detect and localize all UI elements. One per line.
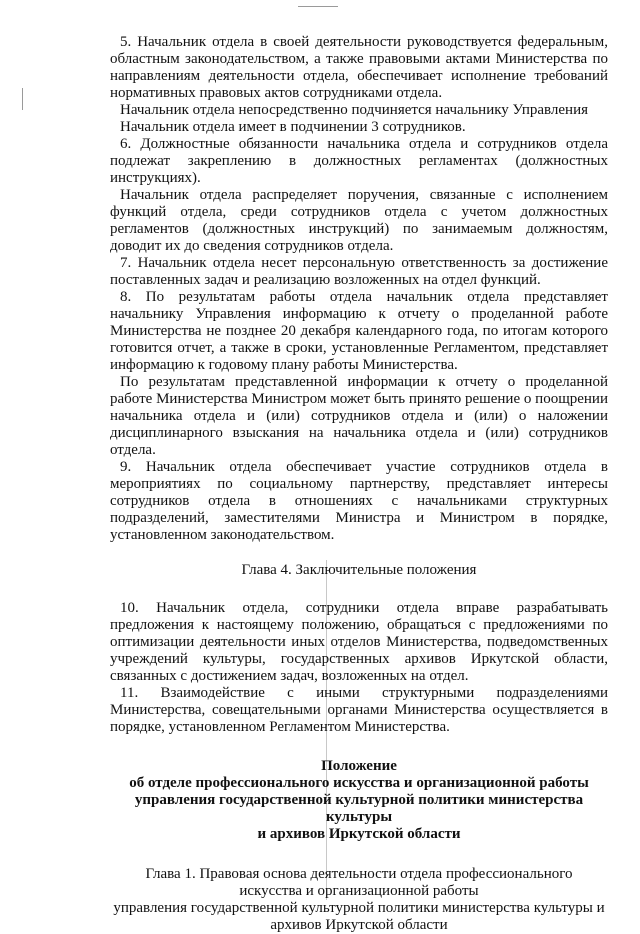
regulation-title — [110, 758, 608, 843]
chapter-1-heading — [110, 866, 608, 934]
chapter-1-line-2: искусства и организационной работы — [239, 883, 479, 899]
paragraph-staff-count: Начальник отдела имеет в подчинении 3 сотрудников. — [120, 119, 466, 135]
chapter-1-line-4: архивов Иркутской области — [270, 917, 448, 933]
paragraph-rewards: По результатам представленной информации к отчету о проделанной работе Министерства Министром может быть принято решение о поощрении начальника отдела и (или) сотрудников отдела и (или) о наложении дисциплинарного взыскания на начальника отдела и (или) сотрудников отдела. — [110, 374, 608, 458]
paragraph-8: 8. По результатам работы отдела начальник отдела представляет начальнику Управления информацию к отчету о проделанной работе Министерства не позднее 20 декабря календарного года, по итогам которого готовится отчет, а также в сроки, установленные Регламентом, представляет информацию к годовому плану работы Министерства. — [110, 289, 608, 373]
paragraph-7: 7. Начальник отдела несет персональную ответственность за достижение поставленных задач и реализацию возложенных на отдел функций. — [110, 255, 608, 288]
chapter-1-line-3: управления государственной культурной политики министерства культуры и — [113, 900, 605, 916]
title-line-4: и архивов Иркутской области — [257, 826, 461, 842]
paragraph-5: 5. Начальник отдела в своей деятельности руководствуется федеральным, областным законодательством, а также правовыми актами Министерства по направлениям деятельности отдела, обеспечивает исполнение требований нормативных правовых актов сотрудниками отдела. — [110, 34, 608, 101]
scan-artifact-top — [298, 6, 338, 7]
paragraph-9: 9. Начальник отдела обеспечивает участие сотрудников отдела в мероприятиях по социальному партнерству, представляет интересы сотрудников отдела в отношениях с начальниками структурных подразделений, заместителями Министра и Министром в порядке, установленном законодательством. — [110, 459, 608, 543]
paragraph-6: 6. Должностные обязанности начальника отдела и сотрудников отдела подлежат закреплению в должностных регламентах (должностных инструкциях). — [110, 136, 608, 186]
title-line-1: Положение — [321, 758, 397, 774]
title-line-2: об отделе профессионального искусства и организационной работы — [129, 775, 589, 791]
paragraph-assignments: Начальник отдела распределяет поручения, связанные с исполнением функций отдела, среди сотрудников отдела с учетом должностных регламентов (должностных инструкций) по занимаемым должностям, доводит их до сведения сотрудников отдела. — [110, 187, 608, 254]
scan-artifact-margin — [22, 88, 23, 110]
title-line-3: управления государственной культурной политики министерства культуры — [134, 792, 584, 825]
chapter-4-heading: Глава 4. Заключительные положения — [241, 562, 477, 578]
chapter-1-line-1: Глава 1. Правовая основа деятельности отдела профессионального — [145, 866, 573, 882]
paragraph-11: 11. Взаимодействие с иными структурными подразделениями Министерства, совещательными органами Министерства осуществляется в порядке, установленном Регламентом Министерства. — [110, 685, 608, 735]
paragraph-10: 10. Начальник отдела, сотрудники отдела вправе разрабатывать предложения к настоящему положению, обращаться с предложениями по оптимизации деятельности иных отделов Министерства, подведомственных учреждений культуры, государственных архивов Иркутской области, связанных с достижением задач, возложенных на отдел. — [110, 600, 608, 684]
document-body — [110, 34, 608, 934]
paragraph-subordination: Начальник отдела непосредственно подчиняется начальнику Управления — [120, 102, 589, 118]
